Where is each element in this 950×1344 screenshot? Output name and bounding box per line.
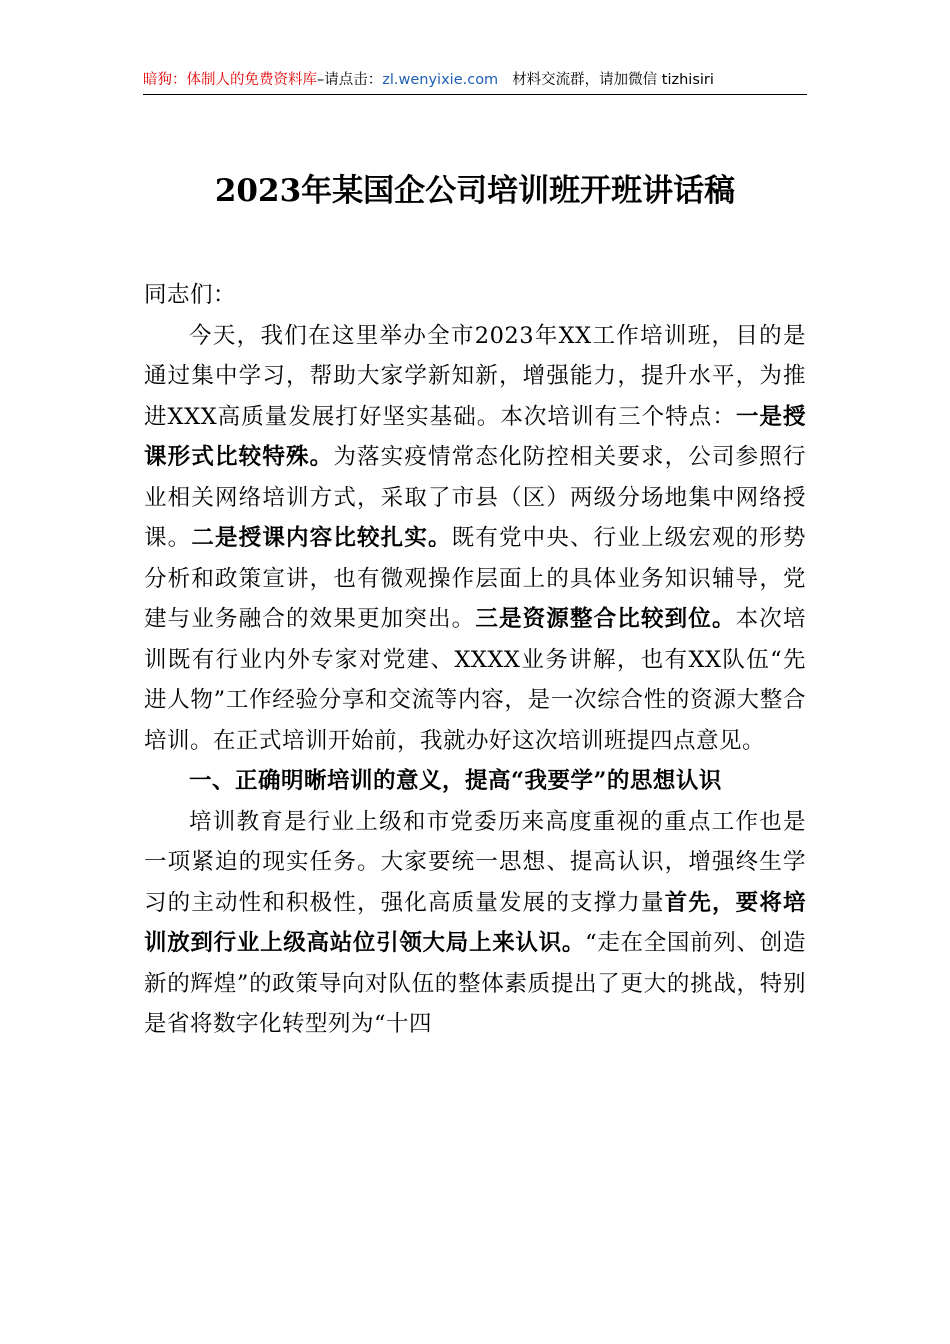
document-body <box>144 275 806 1045</box>
header-contact: 材料交流群，请加微信 tizhisiri <box>512 72 714 88</box>
paragraph-intro <box>144 316 806 762</box>
para1-text-1: 今天，我们在这里举办全市2023年XX工作培训班，目的是通过集中学习，帮助大家学新知新，增强能力，提升水平，为推进XXX高质量发展打好坚实基础。本次培训有三个特点： <box>144 322 806 430</box>
greeting: 同志们： <box>144 282 237 308</box>
para2-text-2: “走在全国前列、创造新的辉煌”的政策导向对队伍的整体素质提出了更大的挑战，特别是省将数字化转型列为“十四 <box>144 930 806 1037</box>
document-title: 2023年某国企公司培训班开班讲话稿 <box>214 173 736 209</box>
para1-bold-1: 一是授课形式比较特殊。 <box>144 403 806 470</box>
para1-text-2: 为落实疫情常态化防控相关要求，公司参照行业相关网络培训方式，采取了市县（区）两级分场地集中网络授课。 <box>144 444 806 551</box>
header-link[interactable]: zl.wenyixie.com <box>382 72 499 88</box>
para1-bold-3: 三是资源整合比较到位。 <box>475 606 736 632</box>
para2-text-1: 培训教育是行业上级和市党委历来高度重视的重点工作也是一项紧迫的现实任务。大家要统一思想、提高认识，增强终生学习的主动性和积极性，强化高质量发展的支撑力量 <box>144 808 806 916</box>
header-brand: 暗狗：体制人的免费资料库 <box>143 72 317 88</box>
para1-text-3: 既有党中央、行业上级宏观的形势分析和政策宣讲，也有微观操作层面上的具体业务知识辅导，党建与业务融合的效果更加突出。 <box>144 525 806 632</box>
section-heading-1: 一、正确明晰培训的意义，提高“我要学”的思想认识 <box>189 768 722 794</box>
para1-bold-2: 二是授课内容比较扎实。 <box>191 525 452 551</box>
para2-bold-1: 首先，要将培训放到行业上级高站位引领大局上来认识。 <box>144 889 806 956</box>
page-header <box>143 66 807 95</box>
para1-text-4: 本次培训既有行业内外专家对党建、XXXX业务讲解，也有XX队伍“先进人物”工作经验分享和交流等内容，是一次综合性的资源大整合培训。在正式培训开始前，我就办好这次培训班提四点意见。 <box>144 606 806 754</box>
header-link-prompt: –请点击： <box>317 72 383 88</box>
paragraph-section-1 <box>144 802 806 1045</box>
